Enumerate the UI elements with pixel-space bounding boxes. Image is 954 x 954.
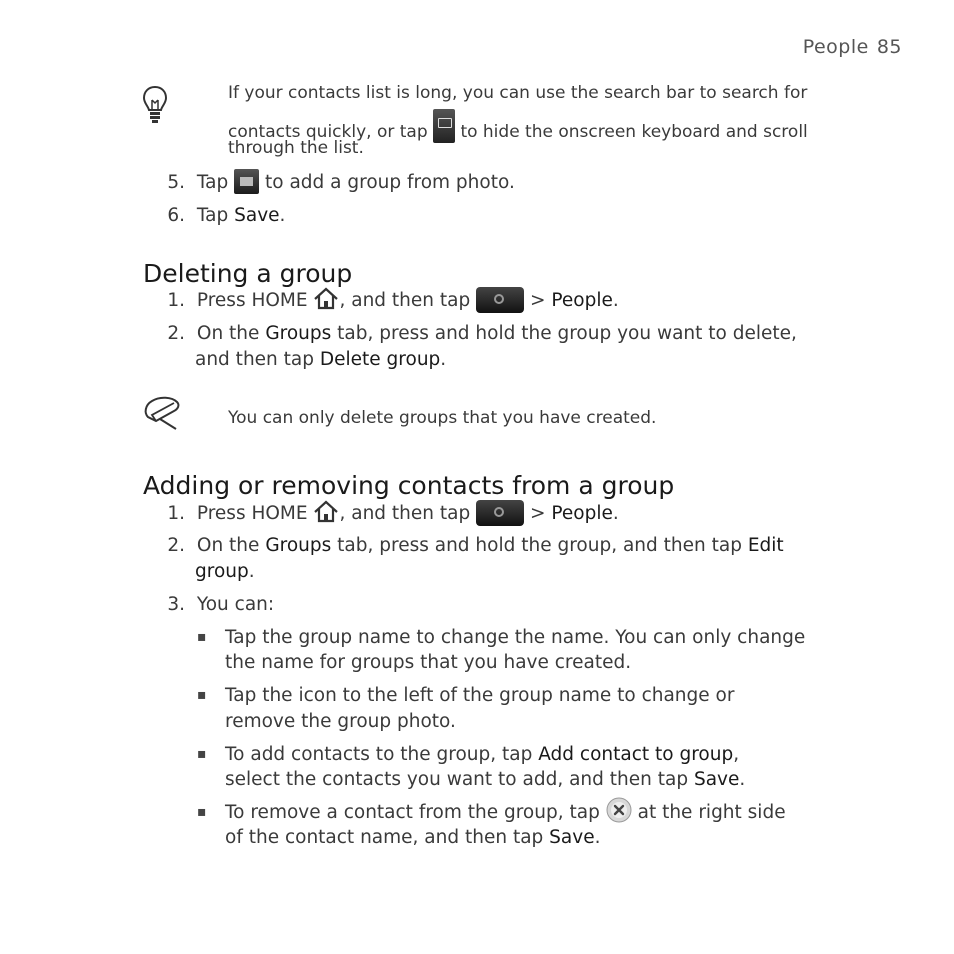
step-text: You can: [196, 594, 275, 615]
delete-step-1 [145, 288, 619, 314]
step-number: 2. [167, 323, 185, 344]
step-number: 6. [167, 205, 185, 226]
bullet-3-line-2 [225, 767, 745, 793]
group-photo-icon [234, 169, 259, 194]
remove-x-icon [606, 797, 632, 823]
bullet-1-line-1: Tap the group name to change the name. You can only change [225, 627, 806, 648]
bullet-1-line-2: the name for groups that you have created. [225, 652, 632, 673]
note-text: You can only delete groups that you have created. [228, 408, 657, 428]
bullet-text-post: . [739, 769, 746, 790]
bullet-marker: ▪ [197, 746, 207, 762]
section-name: People [802, 36, 869, 58]
hide-keyboard-icon [433, 109, 455, 143]
bullet-2-line-1: Tap the icon to the left of the group name to change or [225, 685, 735, 706]
step-text-pre: and then tap [195, 349, 314, 370]
all-apps-icon [476, 287, 524, 313]
bullet-3-line-1 [225, 742, 739, 768]
step-6 [145, 203, 285, 229]
bullet-text-pre: select the contacts you want to add, and then tap [225, 769, 689, 790]
bullet-marker: ▪ [197, 629, 207, 645]
step-text-pre: Press HOME [196, 290, 308, 311]
delete-group-label: Delete group [319, 349, 441, 370]
step-text-post-pre: > [530, 503, 552, 524]
home-icon [313, 286, 339, 310]
edit-label: Edit [747, 535, 784, 556]
save-label: Save [693, 769, 740, 790]
home-icon [313, 499, 339, 523]
save-label: Save [549, 827, 595, 848]
step-text-post: to add a group from photo. [265, 172, 515, 193]
step-text-post: . [279, 205, 286, 226]
bullet-2-line-2: remove the group photo. [225, 711, 456, 732]
page-number: 85 [876, 36, 902, 58]
step-text-post: . [440, 349, 447, 370]
groups-label: Groups [265, 323, 332, 344]
step-text-pre: On the [196, 535, 260, 556]
heading-deleting-group: Deleting a group [143, 259, 353, 288]
bullet-4-line-1 [225, 800, 786, 826]
delete-step-2-line-2 [195, 347, 446, 373]
people-label: People [551, 503, 613, 524]
bullet-text-post: , [733, 744, 740, 765]
tip-line-2-post: to hide the onscreen keyboard and scroll [460, 122, 808, 142]
bullet-text-pre: To remove a contact from the group, tap [225, 802, 600, 823]
add-contact-to-group-label: Add contact to group [538, 744, 734, 765]
heading-adding-removing: Adding or removing contacts from a group [143, 471, 675, 500]
bullet-text-pre: of the contact name, and then tap [225, 827, 544, 848]
page-header [803, 36, 902, 58]
bullet-marker: ▪ [197, 804, 207, 820]
tip-line-3: through the list. [228, 138, 364, 158]
people-label: People [551, 290, 613, 311]
add-step-2 [145, 533, 784, 559]
group-label: group [195, 561, 249, 582]
bullet-marker: ▪ [197, 687, 207, 703]
step-text-post: . [612, 290, 619, 311]
step-5 [145, 170, 515, 196]
pen-note-icon [142, 395, 182, 431]
bullet-4-line-2 [225, 825, 600, 851]
add-step-3 [145, 592, 274, 618]
delete-step-2 [145, 321, 797, 347]
step-number: 1. [167, 503, 185, 524]
step-number: 3. [167, 594, 185, 615]
tip-line-1: If your contacts list is long, you can use the search bar to search for [228, 83, 808, 103]
step-text-post-pre: > [530, 290, 552, 311]
step-text-pre: Tap [196, 172, 229, 193]
all-apps-icon [476, 500, 524, 526]
step-text-pre: Press HOME [196, 503, 308, 524]
lightbulb-icon [142, 85, 168, 125]
step-text-post: tab, press and hold the group, and then tap [337, 535, 742, 556]
step-text-mid: , and then tap [339, 503, 471, 524]
bullet-text-pre: To add contacts to the group, tap [225, 744, 533, 765]
save-label: Save [234, 205, 280, 226]
bullet-text-post: at the right side [637, 802, 786, 823]
step-text-post: . [612, 503, 619, 524]
bullet-text-post: . [594, 827, 601, 848]
step-text-mid: , and then tap [339, 290, 471, 311]
step-text-post: tab, press and hold the group you want to delete, [337, 323, 797, 344]
add-step-1 [145, 501, 619, 527]
groups-label: Groups [265, 535, 332, 556]
tip-line-2-pre: contacts quickly, or tap [228, 122, 428, 142]
step-text-post: . [248, 561, 255, 582]
step-text-pre: On the [196, 323, 260, 344]
add-step-2-line-2 [195, 559, 255, 585]
step-number: 1. [167, 290, 185, 311]
step-number: 5. [167, 172, 185, 193]
step-text-pre: Tap [196, 205, 229, 226]
step-number: 2. [167, 535, 185, 556]
